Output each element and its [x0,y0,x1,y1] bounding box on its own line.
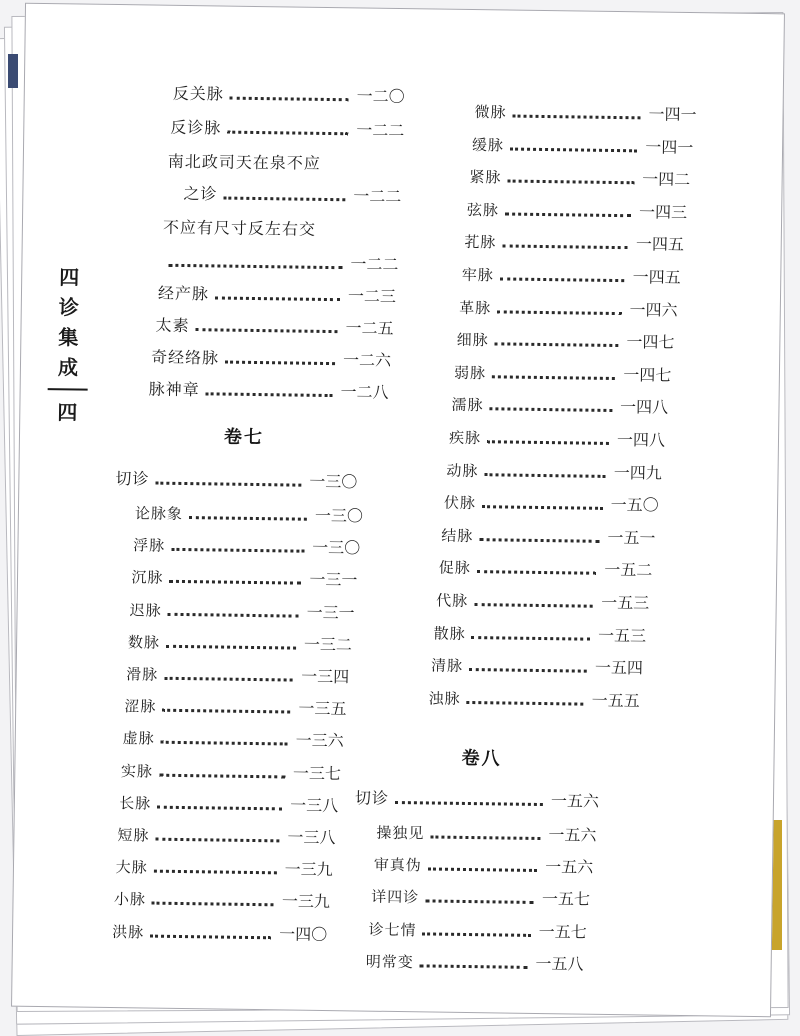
book-title-char: 诊 [58,295,79,320]
toc-entry-title: 详四诊 [371,888,420,907]
toc-entry [126,658,349,687]
toc-entry-title: 反诊脉 [170,117,222,138]
leader-dots [195,327,337,333]
leader-dots [169,579,301,585]
toc-entry [441,519,656,548]
toc-entry [371,881,590,910]
toc-page-number: 一三九 [281,891,331,912]
toc-entry [112,916,327,945]
toc-page-number: 一四九 [613,462,662,483]
toc-entry-title: 虚脉 [122,729,155,749]
toc-entry [151,342,391,371]
toc-entry-title: 牢脉 [461,265,494,285]
toc-page-number: 一二〇 [356,86,405,107]
toc-entry-title: 细脉 [456,330,489,350]
toc-page-number: 一二三 [347,286,397,306]
toc-entry-title: 浮脉 [133,536,166,555]
toc-entry [168,146,404,175]
book-title-char: 集 [58,325,79,350]
book-title-char: 四 [59,265,80,290]
leader-dots [152,901,274,907]
toc-entry [428,682,640,711]
toc-entry-title: 浊脉 [428,689,461,708]
toc-entry [439,552,653,581]
toc-page-number: 一五七 [538,921,587,942]
leader-dots [487,439,609,445]
toc-entry [366,945,584,974]
toc-entry [467,194,688,223]
leader-dots [215,295,340,301]
toc-entry [454,357,672,386]
toc-page-number: 一五四 [594,657,644,678]
toc-entry [117,819,335,848]
toc-entry-title: 奇经络脉 [150,347,220,368]
toc-entry [173,78,405,107]
toc-entry [449,422,665,451]
toc-page-number: 一四五 [632,267,681,287]
leader-dots [428,867,537,873]
toc-page-number: 一三〇 [309,471,358,492]
toc-entry-title: 涩脉 [124,697,157,716]
toc-page-number: 一二五 [345,318,394,338]
toc-entry [119,787,338,816]
toc-entry [451,389,668,418]
leader-dots [171,547,304,553]
toc-entry-title: 促脉 [438,558,471,578]
toc-entry-title: 小脉 [113,890,147,909]
toc-page-number: 一三六 [295,730,344,751]
toc-page-number: 一三七 [292,763,342,783]
toc-page-number: 一四二 [642,169,691,190]
leader-dots [189,515,307,521]
toc-entry-title: 实脉 [120,761,154,781]
toc-entry [128,626,352,655]
leader-dots [166,644,296,650]
toc-entry [133,529,360,558]
toc-entry-title: 论脉象 [134,504,184,523]
toc-entry-title: 动脉 [446,461,479,480]
toc-entry-title: 审真伪 [373,855,422,875]
toc-page-number: 一三四 [301,666,350,687]
toc-entry [355,782,599,811]
toc-entry-title: 反关脉 [172,83,224,104]
leader-dots [430,834,540,840]
page-margin [44,262,92,426]
toc-entry [469,161,690,190]
leader-dots [155,837,279,843]
toc-entry-title: 太素 [155,315,190,336]
toc-entry [155,310,393,339]
toc-page-number: 一三〇 [312,537,361,558]
leader-dots [425,899,534,905]
leader-dots [223,196,345,202]
page-number: 四 [57,400,78,425]
toc-page-number: 一五八 [535,953,584,974]
toc-entry [444,487,659,516]
toc-entry [464,226,684,255]
toc-entry-title: 芤脉 [464,233,497,252]
book-title-char: 成 [57,355,79,380]
toc-entry-title: 滑脉 [126,665,159,684]
toc-entry [115,463,357,492]
toc-entry-title: 洪脉 [112,922,145,942]
leader-dots [162,708,290,714]
toc-entry [163,212,401,241]
toc-entry-title: 清脉 [431,656,464,676]
toc-page-number: 一三八 [287,827,336,848]
leader-dots [420,963,528,969]
leader-dots [164,676,293,682]
toc-entry-title: 疾脉 [448,428,482,448]
toc-page-number: 一三五 [298,698,347,719]
toc-entry-title: 散脉 [433,624,466,643]
leader-dots [159,772,285,778]
toc-entry-title: 迟脉 [129,600,162,620]
leader-dots [230,96,349,102]
toc-entry-title: 脉神章 [148,379,200,400]
leader-dots [477,569,597,575]
leader-dots [479,537,599,543]
toc-page-number: 一二二 [350,254,399,274]
leader-dots [500,276,625,282]
leader-dots [492,374,615,380]
leader-dots [474,602,593,608]
toc-page-number: 一四六 [629,299,678,320]
toc-entry-title: 弱脉 [453,363,487,383]
leader-dots [469,667,587,673]
toc-entry [374,849,594,878]
toc-entry [124,690,346,719]
toc-entry [131,562,357,591]
toc-page-number: 一五三 [597,625,647,646]
book-title [45,262,93,383]
leader-dots [395,800,543,806]
leader-dots [168,611,299,617]
leader-dots [484,472,605,478]
toc-entry-title: 大脉 [115,858,148,877]
volume-heading: 卷八 [461,747,502,770]
toc-page-number: 一五二 [604,560,653,580]
leader-dots [513,114,641,120]
toc-entry [162,246,398,275]
leader-dots [467,700,584,706]
book-cover-edge [8,54,18,88]
toc-entry-title: 经产脉 [157,283,210,304]
toc-entry [135,497,363,526]
leader-dots [150,933,271,939]
toc-entry [474,96,696,125]
toc-page-number: 一五六 [545,857,594,877]
toc-entry-title: 革脉 [459,298,492,317]
leader-dots [154,869,277,875]
toc-entry [121,755,341,784]
leader-dots [495,342,619,348]
toc-page-number: 一五六 [548,825,597,845]
toc-entry-title: 短脉 [117,826,150,845]
toc-page-number: 一四三 [638,202,688,222]
toc-entry-title: 数脉 [127,633,161,652]
toc-entry-title: 之诊 [183,183,218,204]
toc-entry-title: 切诊 [354,788,390,808]
toc-page-number: 一三一 [309,570,358,590]
leader-dots [206,391,333,397]
toc-entry-title: 濡脉 [451,396,484,415]
toc-page-number: 一三〇 [314,505,364,526]
leader-dots [497,309,621,315]
leader-dots [490,407,613,413]
toc-entry-title: 缓脉 [471,135,505,155]
toc-entry-title: 长脉 [119,793,152,813]
toc-page-number: 一四〇 [279,923,328,944]
toc-page-number: 一二二 [356,120,405,141]
toc-entry-title: 结脉 [441,526,474,545]
toc-entry-title: 代脉 [436,591,469,610]
toc-page-number: 一四七 [623,364,672,385]
leader-dots [155,481,301,487]
toc-entry [149,374,389,403]
toc-page-number: 一五〇 [610,495,659,515]
leader-dots [422,931,530,937]
toc-entry [472,129,694,158]
toc-page-number: 一三九 [284,859,333,880]
toc-entry [457,324,675,353]
volume-heading: 卷七 [223,426,265,449]
toc-entry [446,454,662,483]
toc-entry-title: 弦脉 [466,200,500,220]
toc-page-number: 一四八 [616,430,666,450]
leader-dots [225,360,335,366]
leader-dots [505,211,631,217]
leader-dots [157,804,282,810]
toc-page-number: 一二八 [340,382,389,402]
toc-entry-title: 微脉 [474,103,507,122]
toc-entry [436,585,649,614]
toc-page-number: 一二二 [353,186,402,207]
toc-entry [376,817,596,846]
leader-dots [161,740,288,746]
toc-page-number: 一三八 [290,795,339,815]
toc-entry-title: 沉脉 [131,568,164,588]
toc-entry-title: 南北政司天在泉不应 [167,151,321,173]
toc-page-number: 一五三 [601,592,650,613]
leader-dots [168,263,342,269]
toc-entry [431,650,643,679]
toc-entry [368,913,587,942]
toc-entry [116,851,333,880]
toc-entry [130,594,355,623]
toc-page-number: 一四五 [635,234,685,255]
toc-entry-title: 紧脉 [469,168,502,187]
toc-page-number: 一四七 [626,332,675,353]
leader-dots [507,179,634,185]
leader-dots [482,504,603,510]
toc-entry [158,278,396,307]
toc-page-number: 一四一 [645,137,694,157]
toc-entry [459,291,678,320]
toc-entry-title: 不应有尺寸反左右交 [162,217,317,239]
leader-dots [472,635,590,641]
toc-page-number: 一五六 [550,791,600,811]
toc-entry [170,112,404,141]
toc-entry [183,178,401,207]
table-of-contents-page [11,3,785,1018]
toc-page-number: 一四一 [648,104,697,125]
toc-page-number: 一五七 [541,889,591,910]
toc-entry [462,259,681,288]
toc-page-number: 一五一 [607,527,656,548]
toc-entry-title: 伏脉 [443,493,477,513]
toc-entry [434,617,647,646]
toc-entry [114,883,330,912]
toc-page-number: 一三二 [303,634,353,655]
toc-entry-title: 诊七情 [368,920,417,939]
toc-page-number: 一二六 [342,350,392,370]
toc-entry [123,723,344,752]
leader-dots [227,130,348,136]
toc-entry-title: 操独见 [376,823,425,843]
leader-dots [502,244,628,250]
toc-page-number: 一五五 [591,690,640,711]
toc-entry-title: 明常变 [365,952,415,972]
margin-divider [48,388,88,391]
toc-entry-title: 切诊 [115,469,150,489]
toc-page-number: 一三一 [306,602,355,622]
toc-page-number: 一四八 [619,397,669,418]
leader-dots [510,146,637,152]
